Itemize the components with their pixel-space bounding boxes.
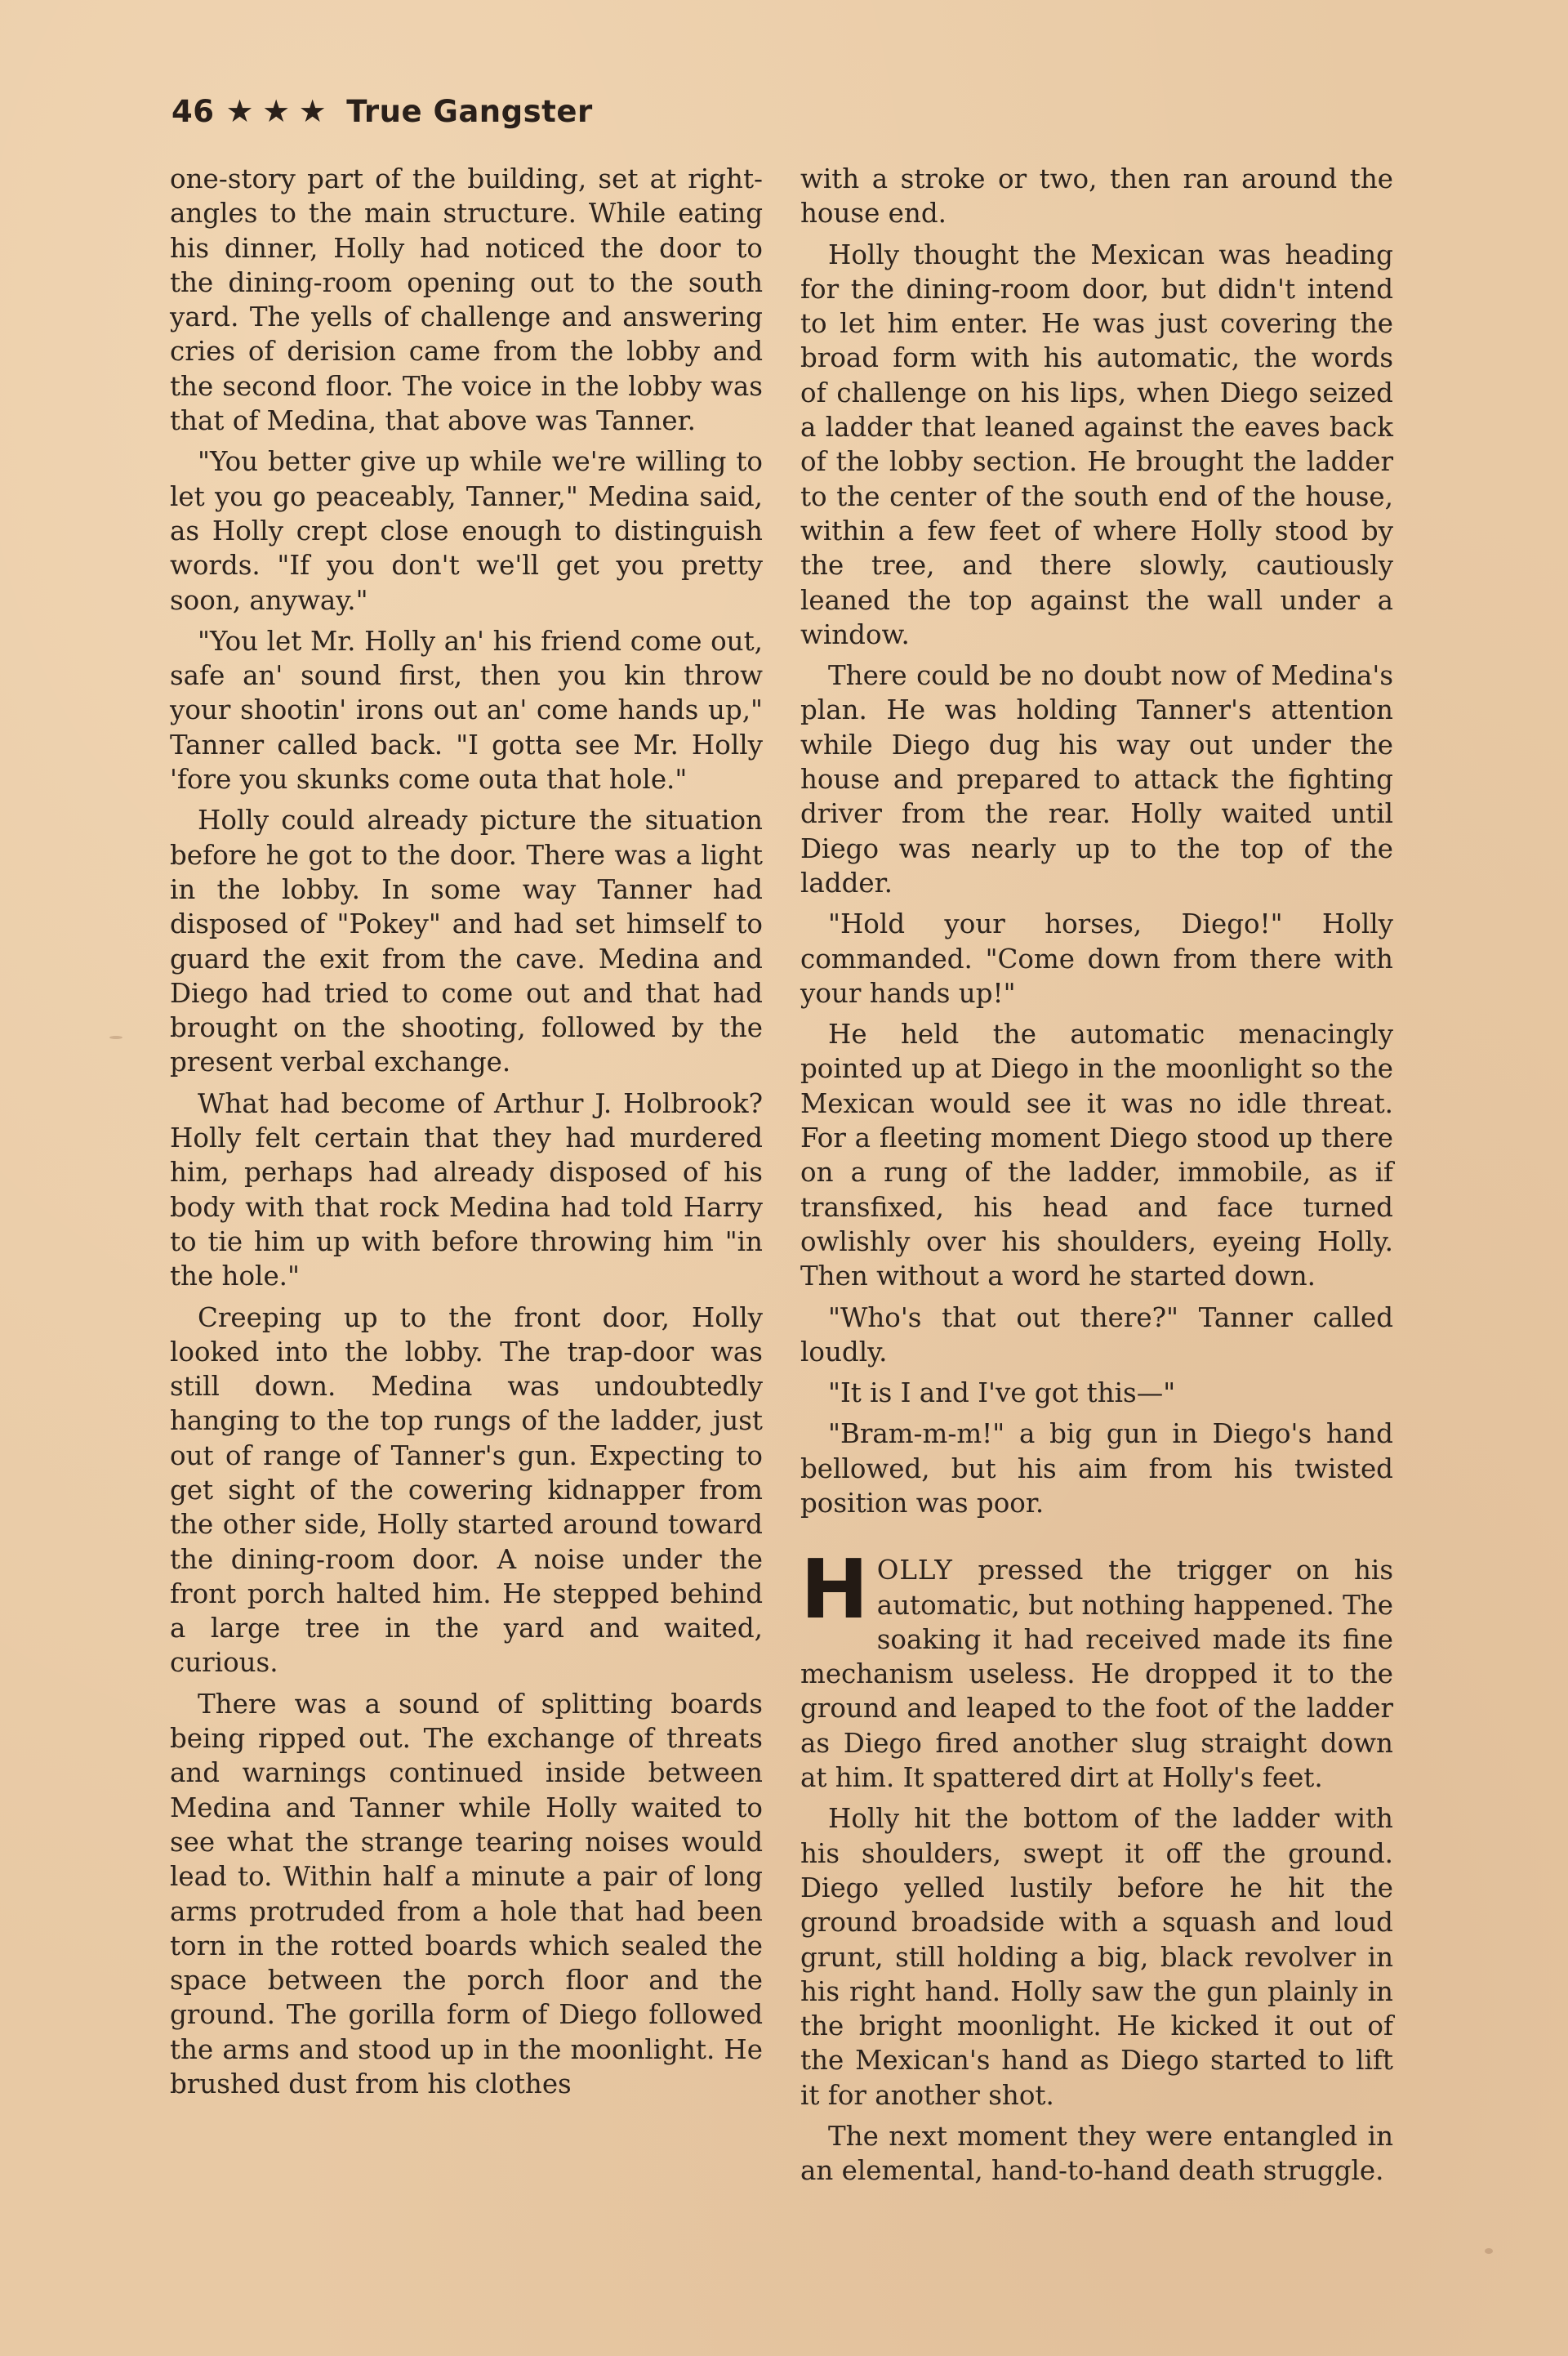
paragraph: The next moment they were entangled in an elemental, hand-to-hand death struggle. xyxy=(800,2121,1393,2187)
page-header xyxy=(172,88,593,134)
star-icon: ★ xyxy=(262,93,291,129)
paragraph: with a stroke or two, then ran around the house end. xyxy=(800,163,1393,230)
dropcap-lead: OLLY xyxy=(876,1555,953,1586)
paragraph: He held the automatic menacingly pointed up at Diego in the moonlight so the Mexican would see it was no idle threat. For a fleeting moment Diego stood up there on a rung of the ladder, immobile, as if transfixed, his head and face turned owlishly over his shoulders, eyeing Holly. Then without a word he started down. xyxy=(800,1019,1393,1292)
paragraph: What had become of Arthur J. Holbrook? Holly felt certain that they had murdered him, perhaps had already disposed of his body with that rock Medina had told Harry to tie him up with before throwing him "in the hole." xyxy=(170,1087,763,1292)
paragraph: There was a sound of splitting boards being ripped out. The exchange of threats and warnings continued inside between Medina and Tanner while Holly waited to see what the strange tearing noises would lead to. Within half a minute a pair of long arms protruded from a hole that had been torn in the rotted boards which sealed the space between the porch floor and the ground. The gorilla form of Diego followed the arms and stood up in the moonlight. He brushed dust from his clothes xyxy=(170,1688,763,2100)
drop-cap: H xyxy=(800,1542,869,1638)
paragraph: Creeping up to the front door, Holly looked into the lobby. The trap-door was still down. Medina was undoubtedly hanging to the top rungs of the ladder, just out of range of Tanner's gun. Expecting to get sight of the cowering kidnapper from the other side, Holly started around toward the dining-room door. A noise under the front porch halted him. He stepped behind a large tree in the yard and waited, curious. xyxy=(170,1301,763,1679)
paragraph: Holly hit the bottom of the ladder with his shoulders, swept it off the ground. Diego yelled lustily before he hit the ground broadside with a squash and loud grunt, still holding a big, black revolver in his right hand. Holly saw the gun plainly in the bright moonlight. He kicked it out of the Mexican's hand as Diego started to lift it for another shot. xyxy=(800,1803,1393,2111)
paper-speck xyxy=(109,1036,122,1039)
star-icon: ★ xyxy=(225,93,255,129)
dropcap-paragraph xyxy=(800,1542,1393,1795)
paragraph: "Bram-m-m!" a big gun in Diego's hand bellowed, but his aim from his twisted position was poor. xyxy=(800,1418,1393,1519)
paragraph: Holly could already picture the situation before he got to the door. There was a light in the lobby. In some way Tanner had disposed of "Pokey" and had set himself to guard the exit from the cave. Medina and Diego had tried to come out and that had brought on the shooting, followed by the present verbal exchange. xyxy=(170,805,763,1078)
page-number: 46 xyxy=(172,93,215,129)
paragraph: one-story part of the building, set at right-angles to the main structure. While eating his dinner, Holly had noticed the door to the dining-room opening out to the south yard. The yells of challenge and answering cries of derision came from the lobby and the second floor. The voice in the lobby was that of Medina, that above was Tanner. xyxy=(170,163,763,437)
paragraph: "Hold your horses, Diego!" Holly commanded. "Come down from there with your hands up!" xyxy=(800,908,1393,1009)
dropcap-rest: pressed the trigger on his automatic, but nothing happened. The soaking it had received made its fine mechanism useless. He dropped it to the ground and leaped to the foot of the ladder as Diego fired another slug straight down at him. It spattered dirt at Holly's feet. xyxy=(800,1555,1393,1794)
right-column xyxy=(800,162,1393,2195)
paper-speck xyxy=(1485,2248,1493,2254)
paragraph: "It is I and I've got this—" xyxy=(828,1377,1176,1409)
paragraph: Holly thought the Mexican was heading for the dining-room door, but didn't intend to let him enter. He was just covering the broad form with his automatic, the words of challenge on his lips, when Diego seized a ladder that leaned against the eaves back of the lobby section. He brought the ladder to the center of the south end of the house, within a few feet of where Holly stood by the tree, and there slowly, cautiously leaned the top against the wall under a window. xyxy=(800,239,1393,650)
star-icon: ★ xyxy=(298,93,327,129)
magazine-title: True Gangster xyxy=(346,93,593,129)
paragraph: "You let Mr. Holly an' his friend come out, safe an' sound first, then you kin throw your shootin' irons out an' come hands up," Tanner called back. "I gotta see Mr. Holly 'fore you skunks come outa that hole." xyxy=(170,625,763,796)
paragraph: There could be no doubt now of Medina's plan. He was holding Tanner's attention while Diego dug his way out under the house and prepared to attack the fighting driver from the rear. Holly waited until Diego was nearly up to the top of the ladder. xyxy=(800,660,1393,899)
paragraph: "Who's that out there?" Tanner called loudly. xyxy=(800,1301,1393,1368)
header-stars xyxy=(225,93,336,129)
left-column xyxy=(170,162,763,2108)
paragraph: "You better give up while we're willing to let you go peaceably, Tanner," Medina said, as Holly crept close enough to distinguish words. "If you don't we'll get you pretty soon, anyway." xyxy=(170,446,763,616)
